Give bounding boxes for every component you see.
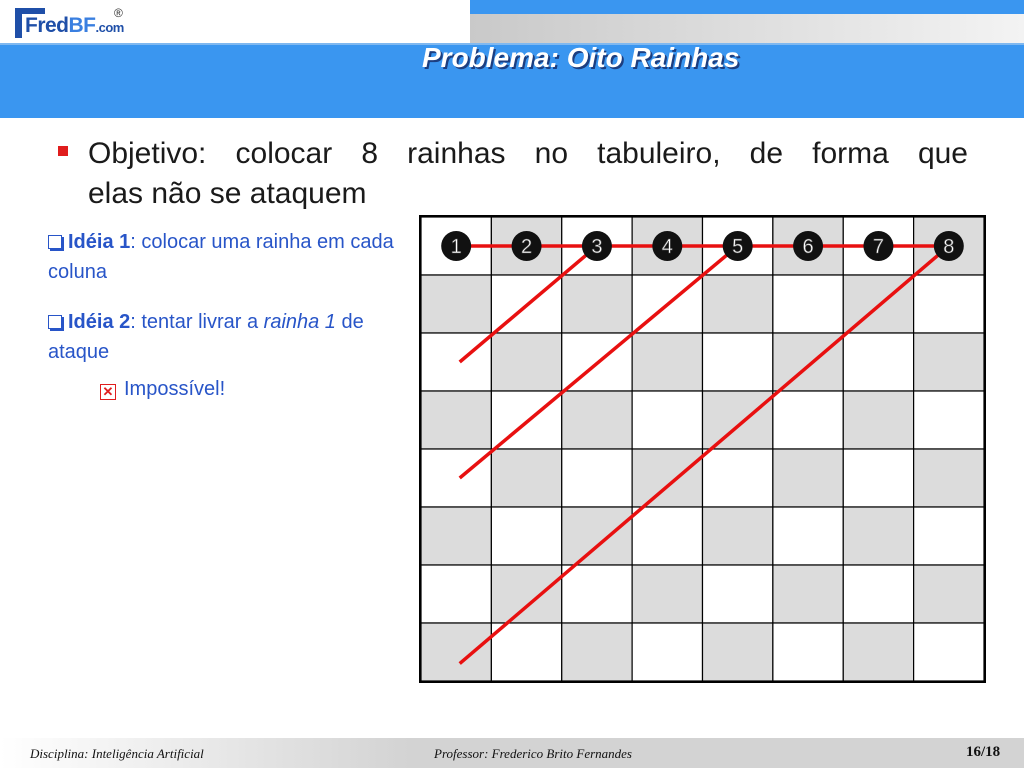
board-square [632,449,702,507]
board-square [773,623,843,681]
board-square [703,449,773,507]
board-square [421,275,491,333]
board-square [562,391,632,449]
board-square [703,275,773,333]
x-box-icon: ✕ [100,384,116,400]
queen-label: 5 [732,236,744,258]
objective-line-2: elas não se ataquem [88,177,367,210]
objective-bullet [88,134,968,214]
board-square [421,623,491,681]
board-square [421,333,491,391]
board-square [843,333,913,391]
logo-text: FredBF.com [25,14,124,37]
board-square [421,507,491,565]
registered-mark: ® [114,6,123,20]
impossible-text: Impossível! [124,378,226,400]
slide-title: Problema: Oito Rainhas [422,42,740,73]
board-square [632,333,702,391]
idea-2-italic: rainha 1 [263,311,336,333]
board-square [562,449,632,507]
board-square [562,565,632,623]
board-square [491,623,561,681]
idea-2-text: : tentar livrar a [130,311,264,333]
footer-course: Disciplina: Inteligência Artificial [30,746,204,761]
board-square [773,391,843,449]
board-square [843,507,913,565]
board-square [491,449,561,507]
board-square [914,623,984,681]
board-square [914,275,984,333]
board-square [421,449,491,507]
board-square [491,333,561,391]
board-square [773,507,843,565]
board-square [632,623,702,681]
board-square [773,275,843,333]
board-square [914,565,984,623]
board-square [843,449,913,507]
idea-1-label: Idéia 1 [68,231,131,253]
board-square [632,391,702,449]
board-square [421,391,491,449]
board-square [914,449,984,507]
page-number: 16/18 [966,744,1001,760]
board-square [562,507,632,565]
board-square [843,391,913,449]
board-square [773,333,843,391]
board-square [773,565,843,623]
bullet-square-icon [58,146,68,156]
board-square [843,623,913,681]
board-square [773,449,843,507]
queen-label: 3 [591,236,603,258]
idea-2 [48,307,403,367]
board-square [703,391,773,449]
board-square [703,623,773,681]
queen-label: 7 [872,236,884,258]
impossible-note [100,374,225,404]
logo-mark-left [15,8,22,38]
chess-board [419,215,986,683]
fredbf-logo [15,6,135,40]
idea-2-label: Idéia 2 [68,311,131,333]
queen-label: 1 [450,236,462,258]
queen-label: 6 [802,236,814,258]
queen-label: 4 [661,236,673,258]
board-square [562,275,632,333]
checkbox-bullet-icon [48,235,62,249]
queen-label: 2 [521,236,533,258]
checkbox-bullet-icon [48,315,62,329]
board-square [491,565,561,623]
board-square [703,333,773,391]
board-square [421,565,491,623]
header-grey-strip [470,14,1024,44]
board-square [632,565,702,623]
idea-1-text: : colocar uma rainha em cada coluna [48,231,394,283]
board-square [914,391,984,449]
board-square [491,507,561,565]
idea-2-text-end: de ataque [48,311,364,363]
board-square [914,507,984,565]
board-square [703,565,773,623]
board-square [632,507,702,565]
footer-professor: Professor: Frederico Brito Fernandes [434,746,632,761]
board-square [703,507,773,565]
board-square [843,565,913,623]
queen-label: 8 [943,236,955,258]
idea-1 [48,227,403,287]
objective-line-1: Objetivo: colocar 8 rainhas no tabuleiro, de forma que [88,137,968,170]
board-square [914,333,984,391]
board-square [562,623,632,681]
